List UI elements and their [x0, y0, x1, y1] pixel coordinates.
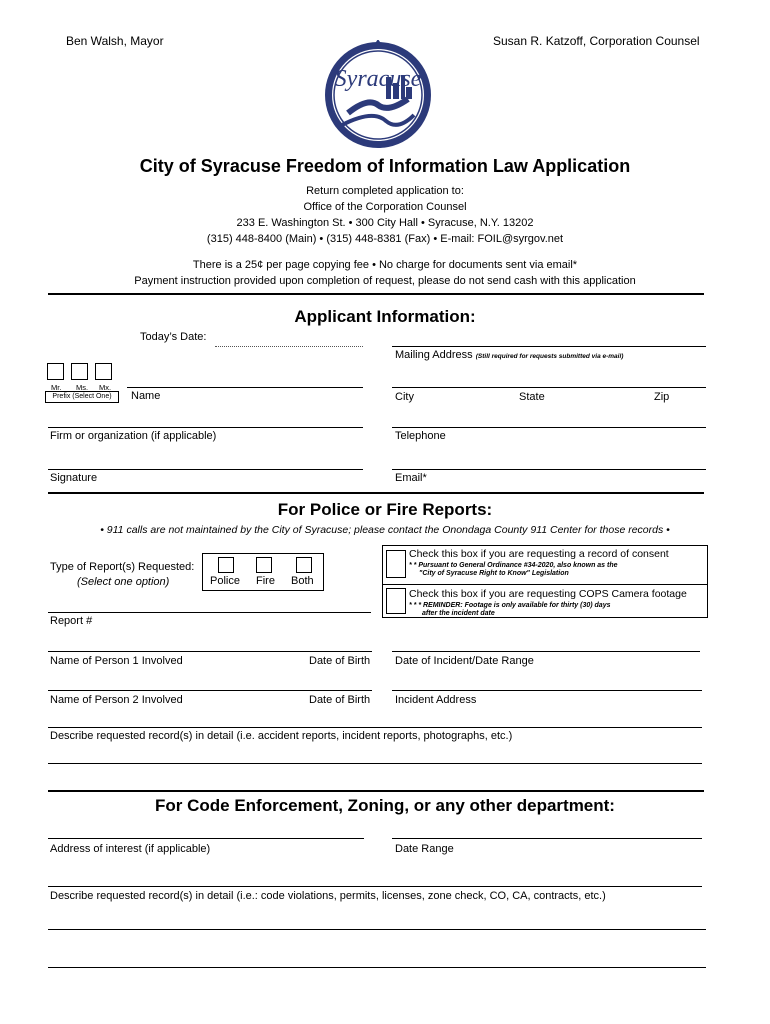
prefix-caption: Prefix (Select One) — [45, 391, 119, 403]
prefix-mx-label: Mx. — [99, 383, 112, 392]
consent-label: Check this box if you are requesting a record of consent — [409, 548, 669, 560]
incident-address-field[interactable] — [392, 690, 702, 691]
report-type-sub: (Select one option) — [77, 576, 170, 588]
describe-code-line-2[interactable] — [48, 929, 706, 930]
street-line: 233 E. Washington St. • 300 City Hall • Syracuse, N.Y. 13202 — [236, 217, 534, 229]
prefix-mr-label: Mr. — [51, 383, 62, 392]
prefix-ms-checkbox[interactable] — [71, 363, 88, 380]
office-line: Office of the Corporation Counsel — [303, 201, 467, 213]
report-number-label: Report # — [50, 615, 93, 627]
fire-checkbox[interactable] — [256, 557, 272, 573]
address-of-interest-field[interactable] — [48, 838, 364, 839]
report-type-label: Type of Report(s) Requested: — [50, 561, 195, 573]
incident-date-field[interactable] — [392, 651, 700, 652]
seal-wordmark: Syracuse — [334, 66, 422, 92]
consent-note-2: "City of Syracuse Right to Know" Legislation — [419, 570, 569, 577]
police-checkbox[interactable] — [218, 557, 234, 573]
section-divider — [48, 293, 704, 295]
code-heading: For Code Enforcement, Zoning, or any other department: — [155, 796, 615, 815]
describe-police-field[interactable] — [48, 727, 702, 728]
report-number-field[interactable] — [48, 612, 371, 613]
section-divider — [48, 492, 704, 494]
fire-option-label: Fire — [256, 575, 275, 587]
person1-field[interactable] — [48, 651, 372, 652]
mailing-address-label: Mailing Address (Still required for requests submitted via e-mail) — [395, 349, 624, 361]
person2-label: Name of Person 2 Involved — [50, 694, 183, 706]
signature-field[interactable] — [48, 469, 363, 470]
email-field[interactable] — [392, 469, 706, 470]
todays-date-field[interactable] — [215, 346, 363, 347]
consent-checkbox[interactable] — [386, 550, 406, 578]
prefix-mr-checkbox[interactable] — [47, 363, 64, 380]
city-seal-logo — [318, 40, 438, 150]
page-title: City of Syracuse Freedom of Information Law Application — [139, 156, 631, 176]
firm-field[interactable] — [48, 427, 363, 428]
both-option-label: Both — [291, 575, 314, 587]
mayor-name: Ben Walsh, Mayor — [66, 34, 164, 48]
signature-label: Signature — [50, 472, 98, 484]
dob1-label: Date of Birth — [309, 655, 371, 667]
cops-note-1: * * * REMINDER: Footage is only available for thirty (30) days — [409, 602, 611, 609]
state-label: State — [519, 391, 545, 403]
prefix-mx-checkbox[interactable] — [95, 363, 112, 380]
contact-line: (315) 448-8400 (Main) • (315) 448-8381 (Fax) • E-mail: FOIL@syrgov.net — [206, 233, 564, 245]
dob2-label: Date of Birth — [309, 694, 371, 706]
describe-police-line-2[interactable] — [48, 763, 702, 764]
police-option-label: Police — [210, 575, 240, 587]
describe-code-line-3[interactable] — [48, 967, 706, 968]
person2-field[interactable] — [48, 690, 372, 691]
payment-line: Payment instruction provided upon completion of request, please do not send cash with this application — [134, 275, 636, 287]
telephone-field[interactable] — [392, 427, 706, 428]
cops-note-2: after the incident date — [422, 610, 495, 617]
city-state-zip-field[interactable] — [392, 387, 706, 388]
incident-date-label: Date of Incident/Date Range — [395, 655, 534, 667]
prefix-ms-label: Ms. — [76, 383, 89, 392]
email-label: Email* — [395, 472, 427, 484]
telephone-label: Telephone — [395, 430, 446, 442]
person1-label: Name of Person 1 Involved — [50, 655, 183, 667]
return-line: Return completed application to: — [306, 185, 464, 197]
zip-label: Zip — [654, 391, 670, 403]
applicant-heading: Applicant Information: — [294, 307, 476, 326]
cops-checkbox[interactable] — [386, 588, 406, 614]
date-range-label: Date Range — [395, 843, 454, 855]
name-label: Name — [131, 390, 161, 402]
counsel-name: Susan R. Katzoff, Corporation Counsel — [493, 34, 700, 48]
firm-label: Firm or organization (if applicable) — [50, 430, 217, 442]
address-of-interest-label: Address of interest (if applicable) — [50, 843, 211, 855]
cops-label: Check this box if you are requesting COPS Camera footage — [409, 588, 687, 600]
city-label: City — [395, 391, 414, 403]
fee-line: There is a 25¢ per page copying fee • No charge for documents sent via email* — [192, 259, 578, 271]
incident-address-label: Incident Address — [395, 694, 477, 706]
mailing-address-field[interactable] — [392, 346, 706, 347]
date-range-field[interactable] — [392, 838, 702, 839]
police-heading: For Police or Fire Reports: — [277, 500, 493, 519]
describe-code-field[interactable] — [48, 886, 702, 887]
both-checkbox[interactable] — [296, 557, 312, 573]
describe-police-label: Describe requested record(s) in detail (i.e. accident reports, incident reports, photographs, etc.) — [50, 730, 513, 742]
consent-note-1: * * Pursuant to General Ordinance #34-2020, also known as the — [409, 562, 618, 569]
name-field[interactable] — [127, 387, 363, 388]
todays-date-label: Today’s Date: — [140, 331, 207, 343]
describe-code-label: Describe requested record(s) in detail (i.e.: code violations, permits, licenses, zone check, CO, CA, contracts, etc.) — [50, 890, 606, 902]
police-911-note: • 911 calls are not maintained by the City of Syracuse; please contact the Onondaga County 911 Center for those records • — [100, 524, 670, 536]
section-divider — [48, 790, 704, 792]
